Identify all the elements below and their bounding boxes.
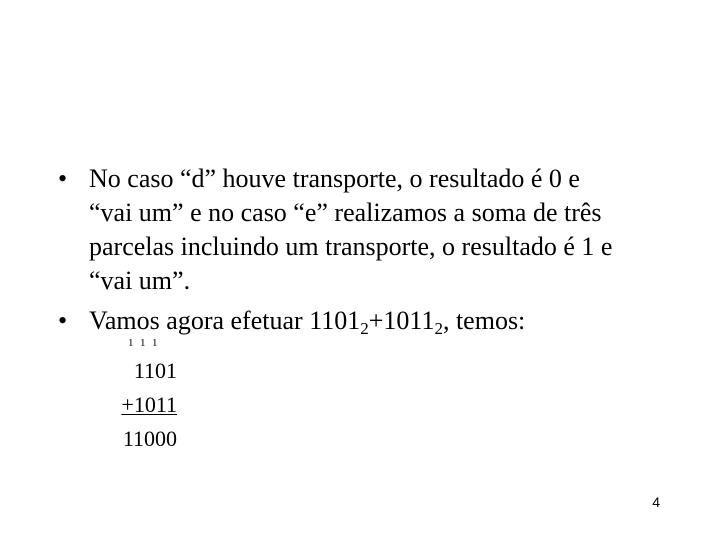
carry-digit: 1 <box>128 337 134 349</box>
bullet-2-suffix: , temos: <box>442 306 526 335</box>
bullet-1-line-3: parcelas incluindo um transporte, o resultado é 1 e <box>89 232 613 261</box>
addend-2: +1011 <box>121 392 177 417</box>
carry-digit: 1 <box>140 337 146 349</box>
sum-result: 11000 <box>122 426 177 451</box>
bullet-marker: • <box>58 306 68 335</box>
bullet-marker: • <box>58 164 68 193</box>
addend-1: 1101 <box>133 358 177 383</box>
bullet-2-prefix: Vamos agora efetuar <box>89 306 310 335</box>
bullet-1-line-1: No caso “d” houve transporte, o resultado é 0 e <box>89 164 580 193</box>
term-2: 1011 <box>383 306 435 335</box>
carry-row <box>128 337 164 349</box>
term-1-base: 2 <box>360 319 369 338</box>
bullet-1-line-2: “vai um” e no caso “e” realizamos a soma de três <box>89 198 602 227</box>
term-2-base: 2 <box>434 319 443 338</box>
term-1: 1101 <box>309 306 361 335</box>
carry-digit: 1 <box>152 337 158 349</box>
page-number: 4 <box>652 494 660 510</box>
bullet-2-text <box>89 304 525 338</box>
plus-sign: + <box>368 306 384 335</box>
bullet-1-line-4: “vai um”. <box>89 266 191 295</box>
